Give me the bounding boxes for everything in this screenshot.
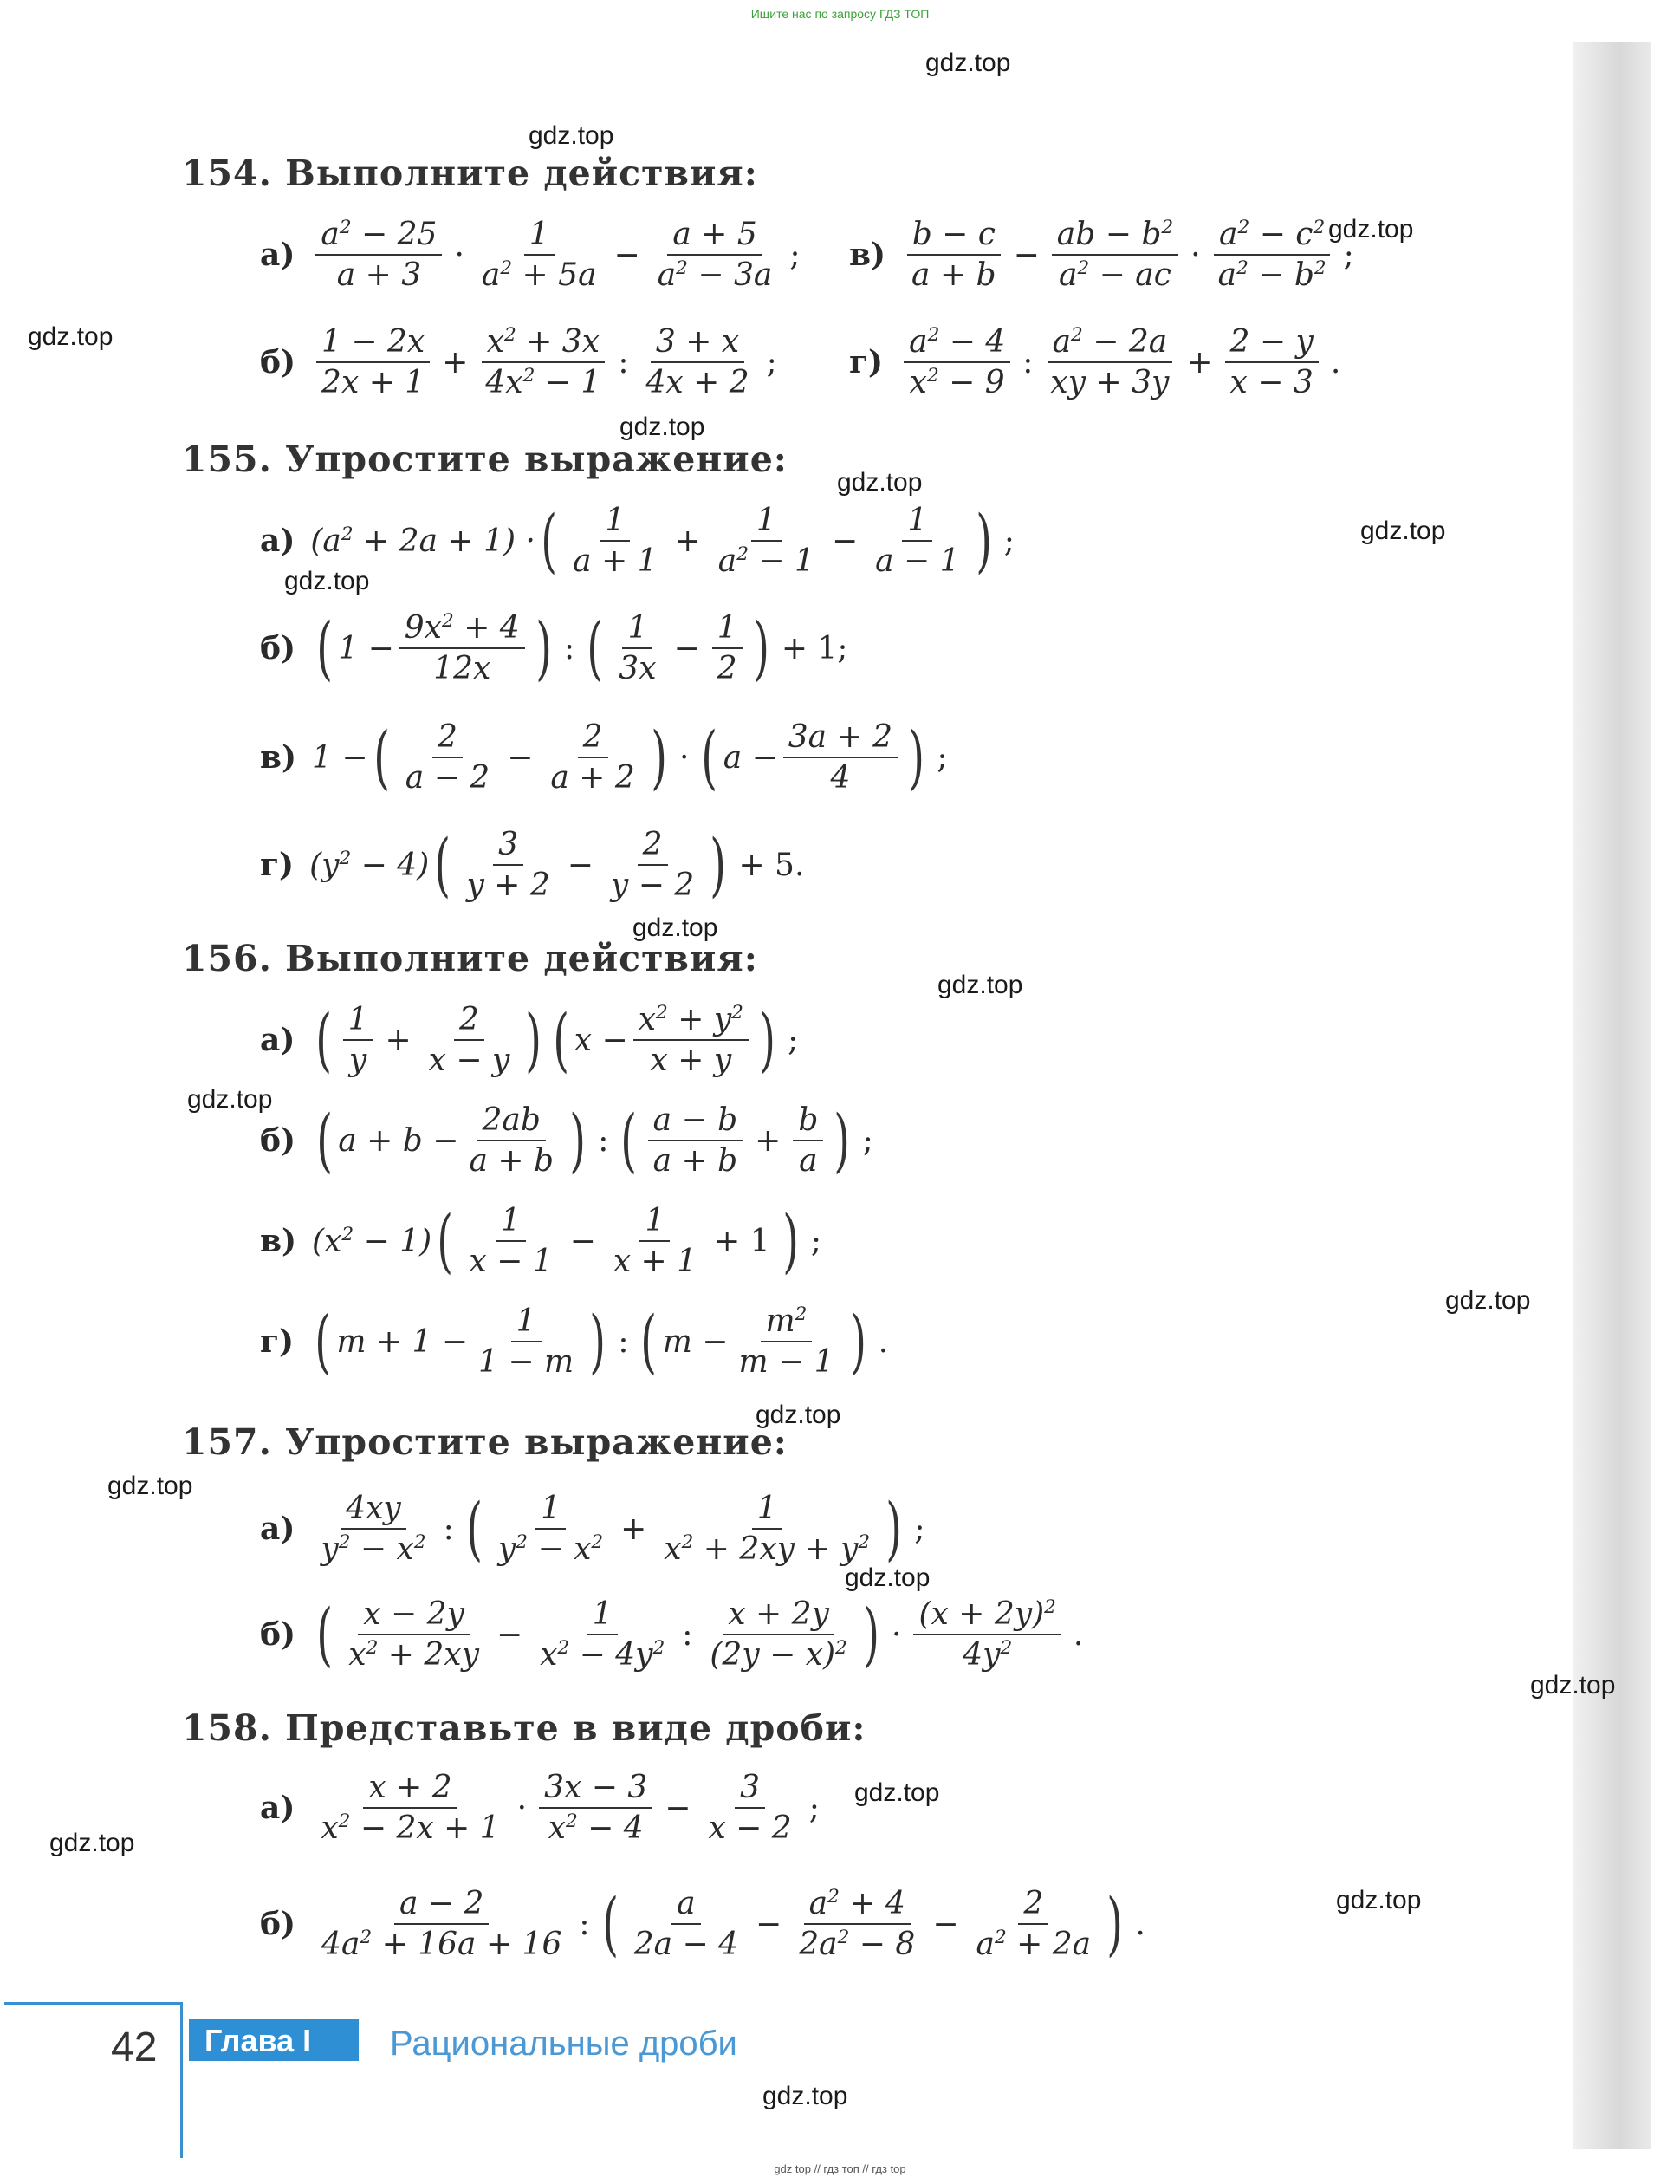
page-edge-shadow (1573, 42, 1651, 2149)
problem-157-heading: 157. Упростите выражение: (182, 1421, 788, 1463)
problem-156-a: а) ( $\frac{1}{y}$ + $\frac{2}{x - y}$ ) ( x − $\frac{x^2 + y^2}{x + y}$ ) ; (260, 999, 799, 1080)
footer-rule-horizontal (4, 2002, 183, 2005)
watermark: gdz.top (619, 413, 705, 441)
watermark: gdz.top (1328, 215, 1414, 244)
problem-158-b: б) $\frac{a - 2}{4a^2 + 16a + 16}$ : ( $\frac{a}{2a - 4}$ − $\frac{a^2 + 4}{2a^2 - 8}$ − $\frac{2}{a^2 + 2a}$ ) . (260, 1883, 1145, 1964)
watermark: gdz.top (925, 49, 1011, 77)
problem-155-g: г) $(y^2 - 4)$ ( $\frac{3}{y + 2}$ − $\frac{2}{y - 2}$ ) + 5. (260, 824, 805, 905)
watermark: gdz.top (1445, 1286, 1531, 1315)
watermark: gdz.top (529, 121, 614, 150)
problem-154-a: а) $\frac{a^2 - 25}{a + 3}$ · $\frac{1}{a^2 + 5a}$ − $\frac{a + 5}{a^2 - 3a}$ ; (260, 217, 801, 293)
problem-156-heading: 156. Выполните действия: (182, 938, 758, 979)
footer-rule-vertical (180, 2002, 183, 2158)
problem-156-g: г) ( m + 1 − $\frac{1}{1 - m}$ ) : ( m − $\frac{m^2}{m - 1}$ ) . (260, 1301, 889, 1381)
problem-156-v: в) $(x^2 - 1)$ ( $\frac{1}{x - 1}$ − $\frac{1}{x + 1}$ + 1 ) ; (260, 1200, 821, 1281)
bottom-note: gdz top // гдз топ // гдз top (774, 2162, 906, 2175)
watermark: gdz.top (107, 1472, 193, 1500)
problem-155-heading: 155. Упростите выражение: (182, 439, 788, 480)
problem-156-b: б) ( a + b − $\frac{2ab}{a + b}$ ) : ( $\frac{a - b}{a + b}$ + $\frac{b}{a}$ ) ; (260, 1100, 873, 1180)
problem-154-b: б) $\frac{1 - 2x}{2x + 1}$ + $\frac{x^2 + 3x}{4x^2 - 1}$ : $\frac{3 + x}{4x + 2}$ ; (260, 324, 777, 400)
problem-158-a: а) $\frac{x + 2}{x^2 - 2x + 1}$ · $\frac{3x - 3}{x^2 - 4}$ − $\frac{3}{x - 2}$ ; (260, 1770, 820, 1846)
watermark: gdz.top (937, 971, 1023, 999)
watermark: gdz.top (1530, 1671, 1616, 1700)
watermark: gdz.top (756, 1401, 841, 1429)
chapter-title: Рациональные дроби (390, 2025, 737, 2063)
problem-154-heading: 154. Выполните действия: (182, 153, 758, 194)
problem-155-v: в) 1 − ( $\frac{2}{a - 2}$ − $\frac{2}{a + 2}$ ) · ( a − $\frac{3a + 2}{4}$ ) ; (260, 717, 948, 797)
watermark: gdz.top (187, 1085, 273, 1114)
problem-154-g: г) $\frac{a^2 - 4}{x^2 - 9}$ : $\frac{a^2 - 2a}{xy + 3y}$ + $\frac{2 - y}{x - 3}$ . (849, 324, 1341, 400)
watermark: gdz.top (28, 322, 114, 351)
chapter-label: Глава I (204, 2023, 312, 2058)
problem-155-b: б) ( 1 − $\frac{9x^2 + 4}{12x}$ ) : ( $\frac{1}{3x}$ − $\frac{1}{2}$ ) + 1; (260, 608, 848, 688)
watermark: gdz.top (1360, 517, 1446, 545)
watermark: gdz.top (854, 1778, 940, 1807)
problem-155-a: а) $(a^2 + 2a + 1)$ · ( $\frac{1}{a + 1}$ + $\frac{1}{a^2 - 1}$ − $\frac{1}{a - 1}$ ) ; (260, 500, 1015, 581)
top-note: Ищите нас по запросу ГДЗ ТОП (750, 7, 930, 21)
problem-157-b: б) ( $\frac{x - 2y}{x^2 + 2xy}$ − $\frac{1}{x^2 - 4y^2}$ : $\frac{x + 2y}{(2y - x)^2}$ ) · $\frac{(x + 2y)^2}{4y^2}$ . (260, 1594, 1084, 1674)
watermark: gdz.top (632, 913, 718, 942)
watermark: gdz.top (837, 468, 923, 497)
watermark: gdz.top (49, 1829, 135, 1857)
problem-154-v: в) $\frac{b - c}{a + b}$ − $\frac{ab - b^2}{a^2 - ac}$ · $\frac{a^2 - c^2}{a^2 - b^2}$ ; (849, 217, 1354, 293)
watermark: gdz.top (762, 2082, 848, 2110)
watermark: gdz.top (845, 1563, 931, 1592)
watermark: gdz.top (284, 567, 370, 595)
page-number: 42 (111, 2025, 158, 2070)
problem-158-heading: 158. Представьте в виде дроби: (182, 1707, 866, 1749)
watermark: gdz.top (1336, 1886, 1422, 1914)
problem-157-a: а) $\frac{4xy}{y^2 - x^2}$ : ( $\frac{1}{y^2 - x^2}$ + $\frac{1}{x^2 + 2xy + y^2}$ ) ; (260, 1488, 925, 1569)
